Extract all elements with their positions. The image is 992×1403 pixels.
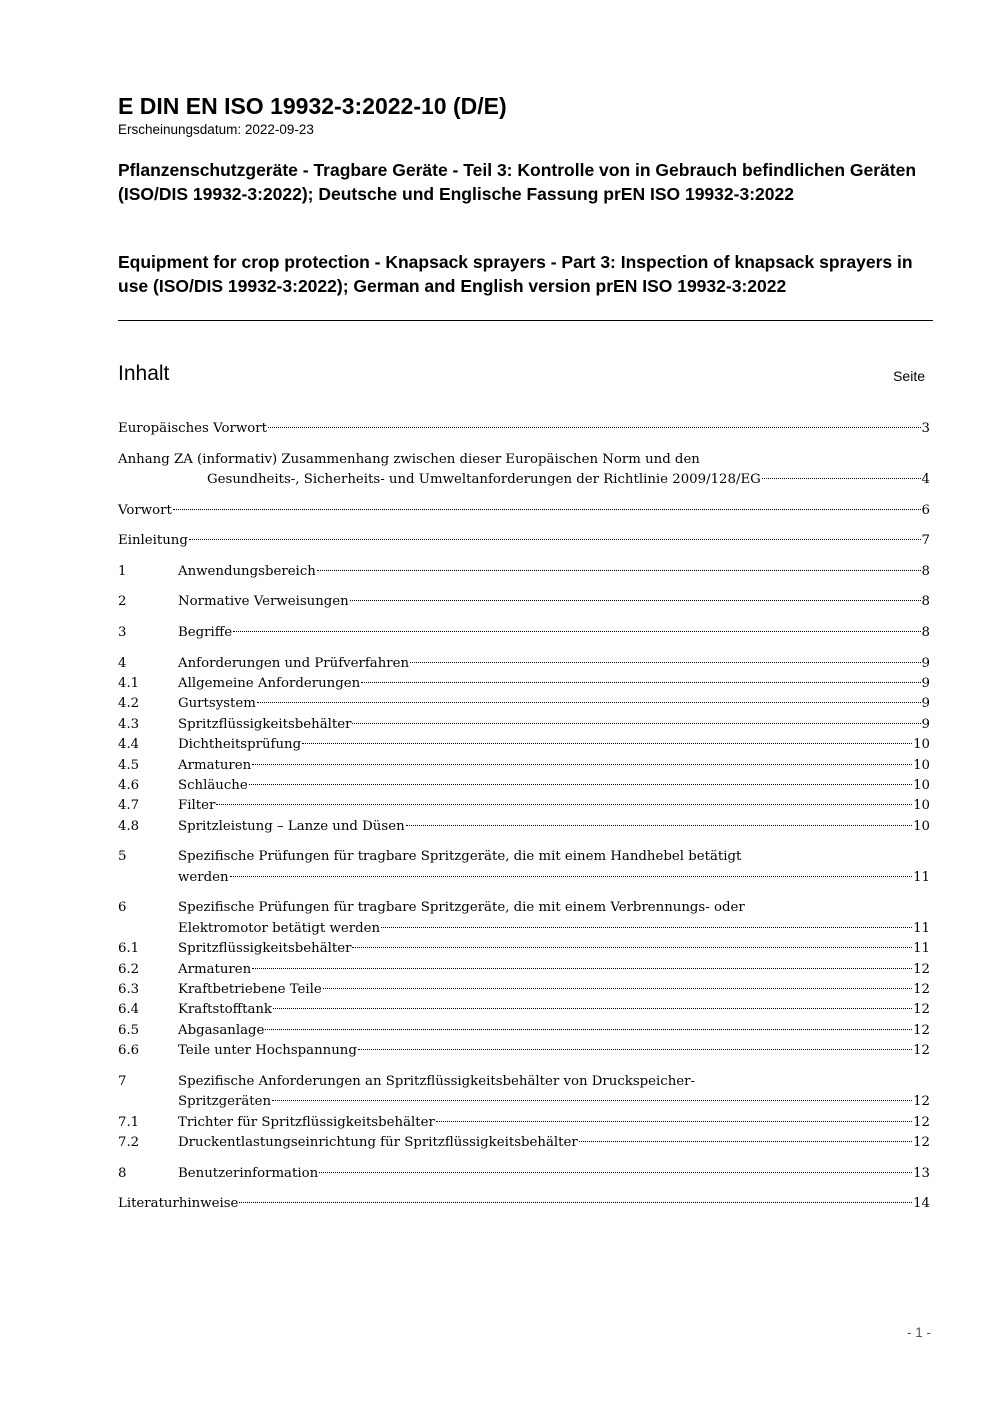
toc-entry-title: Spritzflüssigkeitsbehälter: [178, 716, 352, 732]
toc-entry[interactable]: [118, 1113, 930, 1133]
toc-entry[interactable]: [118, 1194, 930, 1214]
toc-entry-page: 10: [913, 757, 930, 773]
toc-entry-number: 6: [118, 900, 127, 916]
toc-entry-number: 6.2: [118, 961, 140, 977]
toc-entry[interactable]: [118, 562, 930, 582]
toc-entry[interactable]: [118, 419, 930, 439]
toc-leader-dots: [268, 427, 921, 428]
toc-leader-dots: [350, 600, 921, 601]
toc-entry[interactable]: [118, 735, 930, 755]
toc-entry-title: Spezifische Anforderungen an Spritzflüssigkeitsbehälter von Druckspeicher-: [178, 1073, 696, 1089]
toc-leader-dots: [252, 968, 912, 969]
toc-entry-page: 12: [913, 1002, 930, 1018]
toc-entry-number: 6.4: [118, 1002, 140, 1018]
toc-entry[interactable]: [118, 531, 930, 551]
toc-leader-dots: [230, 876, 913, 877]
toc-entry-number: 4.3: [118, 716, 140, 732]
toc-entry-page: 12: [913, 982, 930, 998]
toc-entry-page: 11: [913, 920, 930, 936]
toc-entry-title: Anhang ZA (informativ) Zusammenhang zwischen dieser Europäischen Norm und den: [118, 451, 700, 467]
toc-leader-dots: [358, 1049, 912, 1050]
header-divider: [118, 320, 933, 321]
toc-leader-dots: [273, 1008, 912, 1009]
toc-entry[interactable]: [118, 623, 930, 643]
toc-entry[interactable]: [118, 817, 930, 837]
toc-leader-dots: [579, 1141, 912, 1142]
toc-entry[interactable]: [118, 1021, 930, 1041]
toc-entry-page: 11: [913, 869, 930, 885]
toc-entry-title-continued: werden: [178, 869, 229, 885]
toc-entry-page: 4: [921, 472, 930, 487]
toc-entry[interactable]: [118, 898, 930, 939]
toc-leader-dots: [410, 662, 920, 663]
toc-entry[interactable]: [118, 501, 930, 521]
toc-entry-number: 5: [118, 849, 127, 865]
toc-entry-number: 4.6: [118, 778, 140, 793]
toc-leader-dots: [352, 723, 920, 724]
toc-entry-page: 14: [913, 1196, 930, 1212]
toc-entry-title: Literaturhinweise: [118, 1196, 239, 1212]
toc-entry-number: 6.1: [118, 941, 140, 957]
toc-entry[interactable]: [118, 694, 930, 714]
toc-leader-dots: [381, 927, 912, 928]
toc-entry-number: 3: [118, 624, 127, 640]
toc-entry-title: Kraftbetriebene Teile: [178, 982, 322, 998]
toc-entry-title: Gurtsystem: [178, 696, 256, 712]
toc-leader-dots: [406, 825, 912, 826]
toc-entry-title: Druckentlastungseinrichtung für Spritzflüssigkeitsbehälter: [178, 1135, 578, 1151]
toc-entry[interactable]: [118, 1133, 930, 1153]
toc-entry-title-continued: Elektromotor betätigt werden: [178, 920, 381, 936]
toc-entry[interactable]: [118, 939, 930, 959]
toc-entry-title: Abgasanlage: [178, 1022, 265, 1038]
toc-entry-number: 7.2: [118, 1135, 140, 1151]
toc-entry[interactable]: [118, 674, 930, 694]
toc-entry-page: 12: [913, 961, 930, 977]
toc-entry-title: Einleitung: [118, 533, 188, 549]
toc-entry-title: Anforderungen und Prüfverfahren: [178, 655, 410, 671]
toc-entry[interactable]: [118, 1072, 930, 1113]
toc-entry[interactable]: [118, 654, 930, 674]
toc-leader-dots: [265, 1029, 912, 1030]
toc-entry-page: 12: [913, 1135, 930, 1151]
toc-entry-number: 4.1: [118, 675, 140, 691]
toc-leader-dots: [252, 764, 912, 765]
publication-date: Erscheinungsdatum: 2022-09-23: [118, 122, 314, 137]
toc-entry-title: Allgemeine Anforderungen: [178, 675, 361, 691]
toc-entry-page: 7: [921, 533, 930, 549]
toc-entry-page: 3: [921, 421, 930, 436]
toc-entry-number: 8: [118, 1165, 127, 1181]
toc-entry-page: 8: [921, 563, 930, 579]
toc-entry-page: 10: [913, 798, 930, 814]
toc-leader-dots: [323, 988, 912, 989]
toc-entry[interactable]: [118, 592, 930, 612]
toc-entry-title-continued: Gesundheits-, Sicherheits- und Umweltanforderungen der Richtlinie 2009/128/EG: [207, 472, 761, 487]
toc-entry-page: 12: [913, 1022, 930, 1038]
toc-entry[interactable]: [118, 960, 930, 980]
toc-entry-number: 2: [118, 594, 127, 610]
toc-entry[interactable]: [118, 756, 930, 776]
toc-entry-title: Dichtheitsprüfung: [178, 737, 302, 753]
toc-leader-dots: [249, 784, 912, 785]
toc-entry-page: 13: [913, 1165, 930, 1181]
toc-entry[interactable]: [118, 1041, 930, 1061]
toc-entry-page: 9: [921, 655, 930, 671]
title-english: Equipment for crop protection - Knapsack sprayers - Part 3: Inspection of knapsack sprayers in use (ISO/DIS 19932-3:2022); German and English version prEN ISO 19932-3:2022: [118, 252, 913, 296]
toc-entry-page: 10: [913, 737, 930, 753]
toc-entry-page: 6: [921, 502, 930, 518]
toc-entry[interactable]: [118, 715, 930, 735]
toc-entry-title: Benutzerinformation: [178, 1165, 319, 1181]
toc-leader-dots: [317, 570, 921, 571]
toc-entry-number: 4.4: [118, 737, 140, 753]
toc-entry-title: Trichter für Spritzflüssigkeitsbehälter: [178, 1114, 435, 1130]
toc-entry[interactable]: [118, 450, 930, 491]
toc-entry-page: 10: [913, 818, 930, 834]
toc-entry[interactable]: [118, 847, 930, 888]
toc-entry-page: 9: [921, 675, 930, 691]
toc-entry-title: Filter: [178, 798, 216, 814]
toc-entry[interactable]: [118, 1000, 930, 1020]
toc-entry-title-continued: Spritzgeräten: [178, 1094, 272, 1110]
toc-entry[interactable]: [118, 980, 930, 1000]
toc-entry-number: 4.2: [118, 696, 140, 712]
toc-entry-page: 8: [921, 594, 930, 610]
toc-leader-dots: [762, 478, 921, 479]
toc-leader-dots: [216, 804, 912, 805]
table-of-contents: [118, 419, 930, 1215]
toc-entry[interactable]: [118, 796, 930, 816]
toc-entry-page: 11: [913, 941, 930, 957]
toc-entry-page: 8: [921, 624, 930, 640]
toc-leader-dots: [272, 1100, 912, 1101]
toc-leader-dots: [189, 539, 921, 540]
toc-entry-title: Vorwort: [118, 502, 172, 518]
toc-leader-dots: [239, 1202, 912, 1203]
toc-entry-number: 4.5: [118, 757, 140, 773]
title-german: Pflanzenschutzgeräte - Tragbare Geräte - Teil 3: Kontrolle von in Gebrauch befindlichen Geräten (ISO/DIS 19932-3:2022); Deutsche und Englische Fassung prEN ISO 19932-3:2022: [118, 160, 917, 204]
toc-entry-page: 9: [921, 696, 930, 712]
toc-leader-dots: [257, 702, 921, 703]
toc-heading: Inhalt: [118, 362, 170, 385]
toc-entry-number: 1: [118, 563, 127, 579]
toc-entry-title: Kraftstofftank: [178, 1002, 272, 1018]
toc-entry-page: 12: [913, 1094, 930, 1110]
toc-entry-number: 6.6: [118, 1043, 140, 1059]
toc-entry-title: Normative Verweisungen: [178, 594, 349, 610]
toc-leader-dots: [233, 631, 920, 632]
toc-entry-number: 4.7: [118, 798, 140, 814]
toc-entry-title: Begriffe: [178, 624, 233, 640]
toc-entry[interactable]: [118, 776, 930, 796]
toc-entry-title: Spezifische Prüfungen für tragbare Spritzgeräte, die mit einem Handhebel betätigt: [178, 849, 742, 865]
toc-entry-page: 12: [913, 1043, 930, 1059]
toc-page-column-label: Seite: [893, 368, 925, 384]
toc-entry-page: 10: [913, 778, 930, 793]
document-id: E DIN EN ISO 19932-3:2022-10 (D/E): [118, 93, 507, 119]
toc-entry-title: Spezifische Prüfungen für tragbare Spritzgeräte, die mit einem Verbrennungs- oder: [178, 900, 745, 916]
toc-entry-title: Armaturen: [178, 961, 252, 977]
toc-entry-title: Spritzflüssigkeitsbehälter: [178, 941, 352, 957]
toc-leader-dots: [173, 509, 921, 510]
toc-entry-title: Teile unter Hochspannung: [178, 1043, 357, 1059]
toc-leader-dots: [352, 947, 912, 948]
toc-entry-title: Armaturen: [178, 757, 252, 773]
toc-entry-number: 7: [118, 1073, 127, 1089]
toc-entry-title: Europäisches Vorwort: [118, 421, 267, 436]
toc-leader-dots: [361, 682, 920, 683]
toc-entry-number: 6.3: [118, 982, 140, 998]
toc-entry-title: Spritzleistung – Lanze und Düsen: [178, 818, 405, 834]
toc-entry-number: 4: [118, 655, 127, 671]
toc-entry-page: 12: [913, 1114, 930, 1130]
toc-entry-page: 9: [921, 716, 930, 732]
toc-entry-title: Schläuche: [178, 778, 248, 793]
toc-leader-dots: [319, 1172, 912, 1173]
toc-entry-number: 4.8: [118, 818, 140, 834]
toc-leader-dots: [302, 743, 912, 744]
toc-entry-number: 7.1: [118, 1114, 140, 1130]
toc-entry[interactable]: [118, 1164, 930, 1184]
page-number: - 1 -: [906, 1325, 931, 1340]
toc-leader-dots: [436, 1121, 912, 1122]
toc-entry-number: 6.5: [118, 1022, 140, 1038]
toc-entry-title: Anwendungsbereich: [178, 563, 316, 579]
